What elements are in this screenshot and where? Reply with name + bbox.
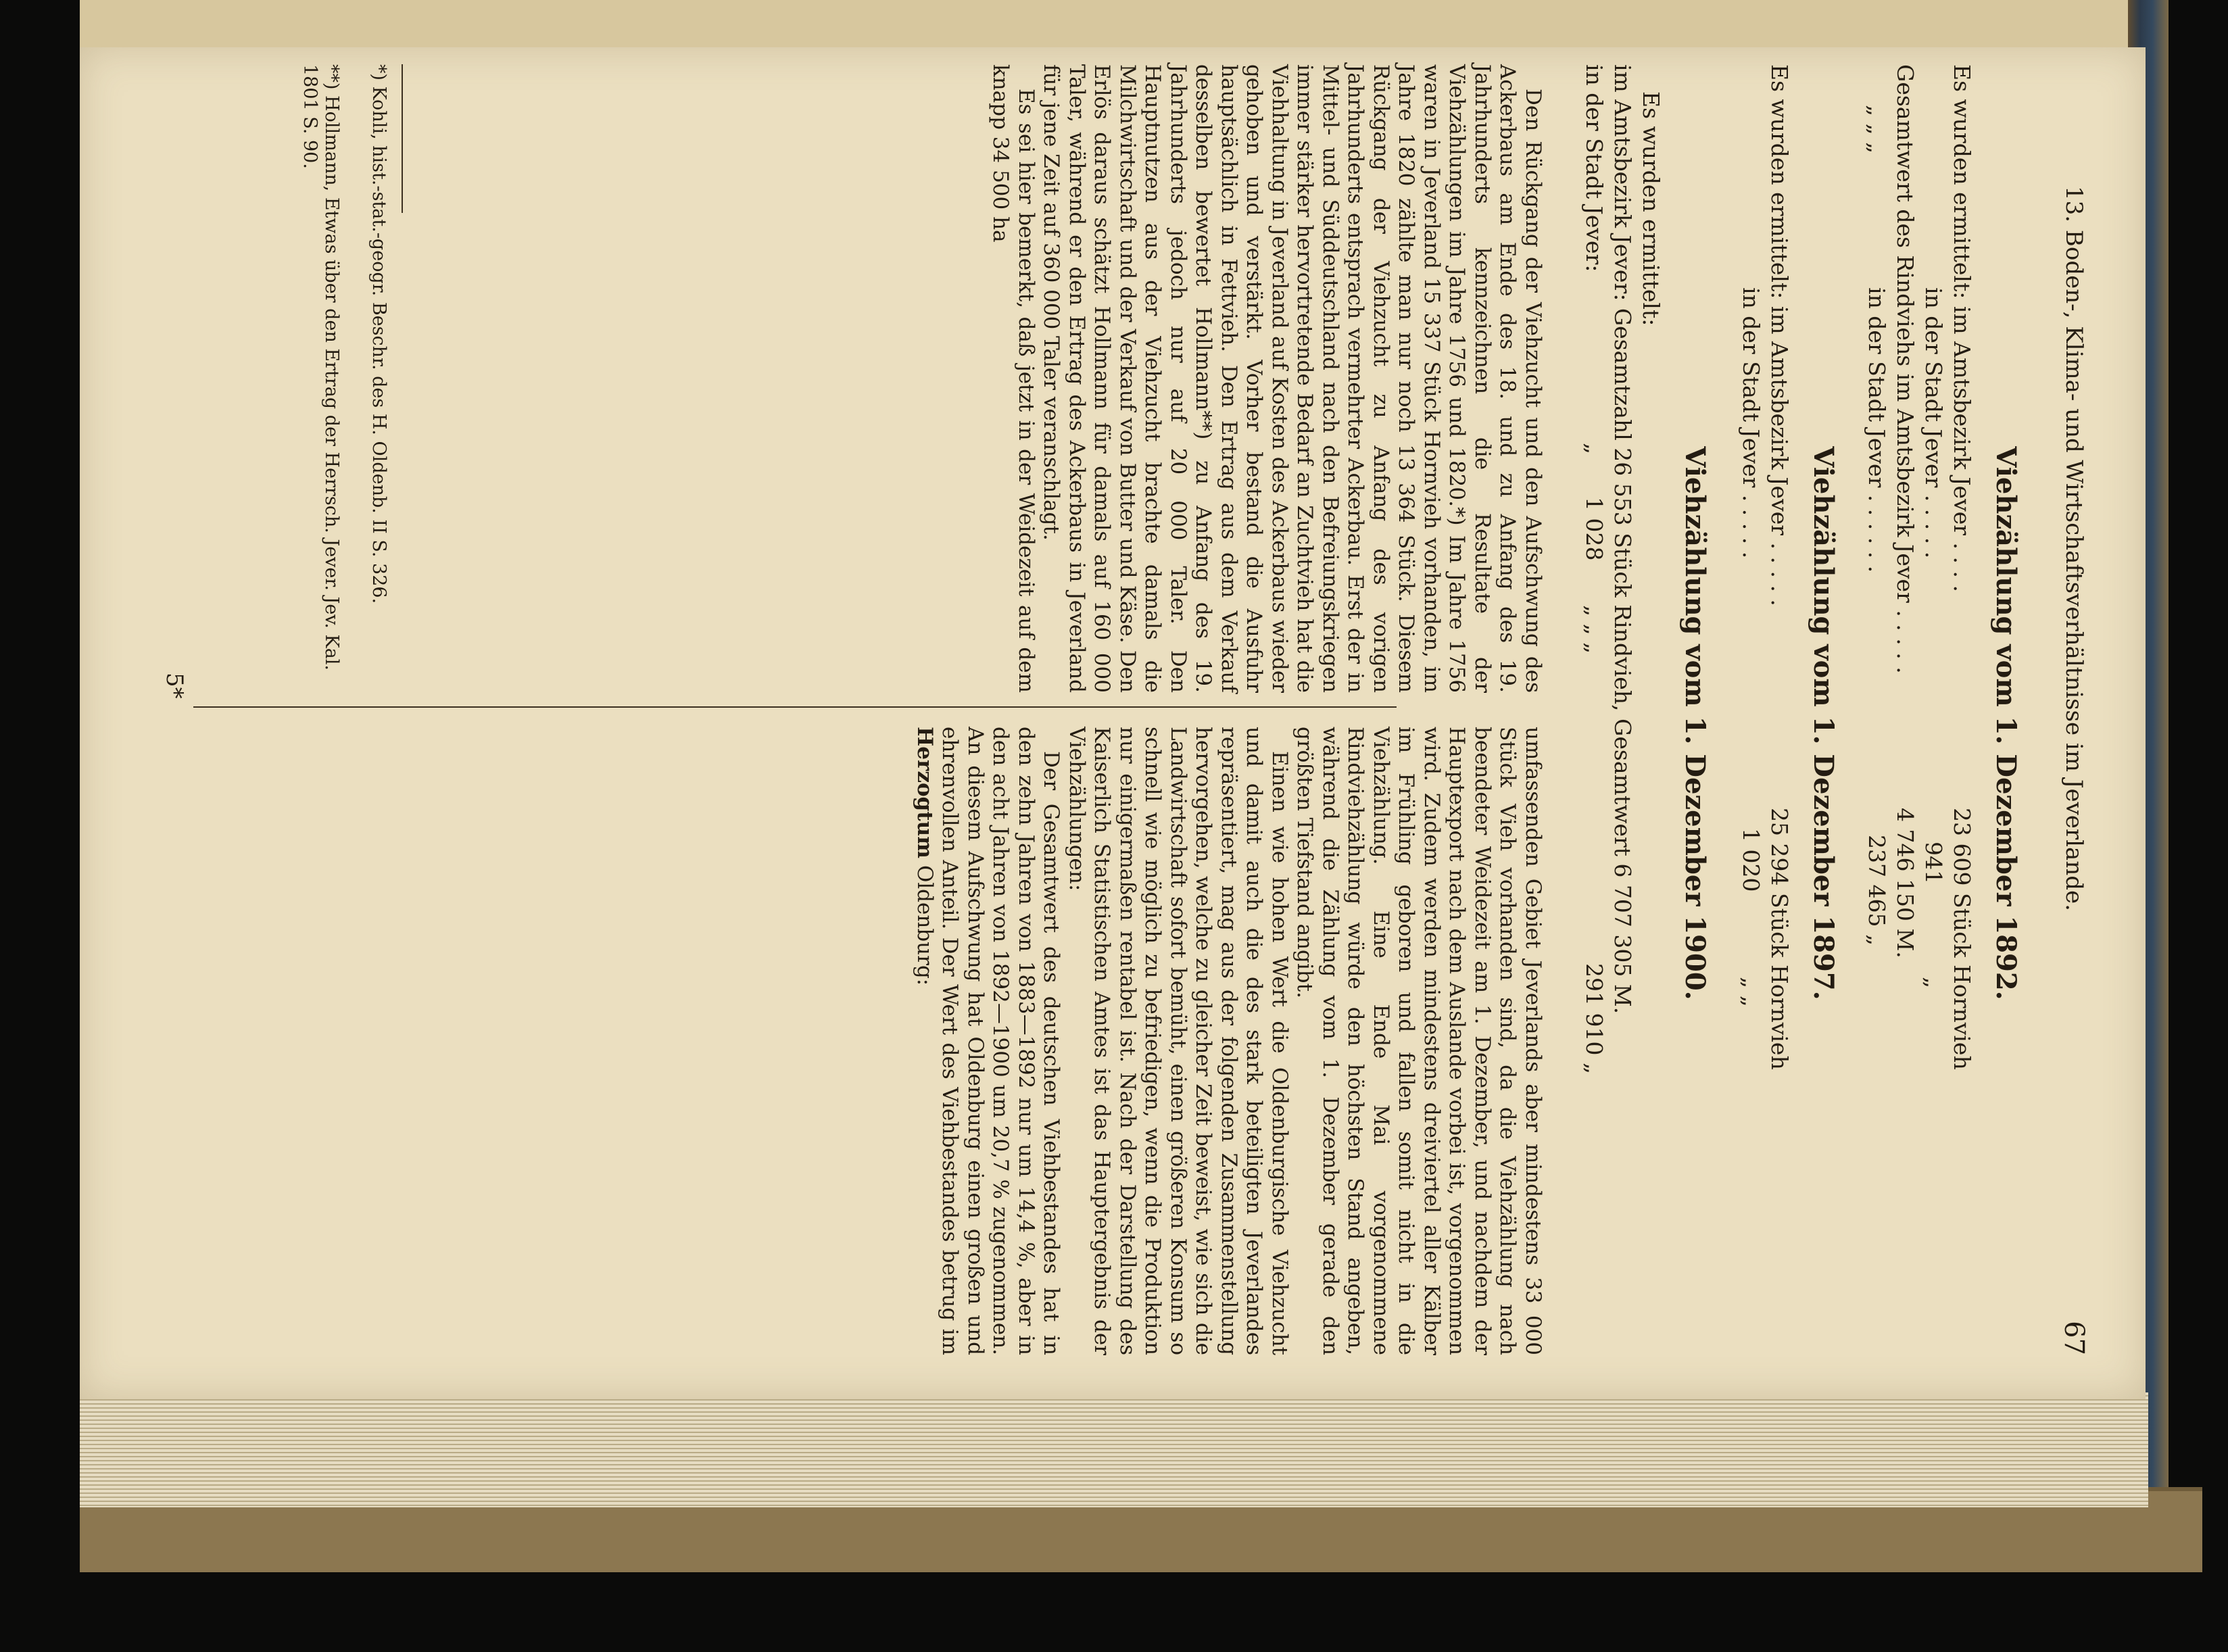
census-1892-title: Viehzählung vom 1. Dezember 1892. — [1990, 446, 2022, 1000]
row-value: 4 746 150 M. — [1892, 808, 1918, 958]
left-paragraph-1: Den Rückgang der Viehzucht und den Aufschwung des Ackerbaus am Ende des 18. und zu Anfang des 19. Jahrhunderts kennzeichnen die Resultate der Viehzählungen im Jahre 1756 und 1820.*) Im Jahre 1756 waren in Jeverland 15 337 Stück Hornvieh vorhanden, im Jahre 1820 zählte man nur noch 13 364 Stück. Diesem Rückgang der Viehzucht zu Anfang des vorigen Jahrhunderts entsprach vermehrter Ackerbau. Erst der in Mittel- und Süddeutschland nach den Befreiungskriegen immer stärker hervortretende Bedarf an Zuchtvieh hat die Viehhaltung in Jeverland auf Kosten des Ackerbaus wieder gehoben und verstärkt. Vorher bestand die Ausfuhr hauptsächlich in Fettvieh. Den Ertrag aus dem Verkauf desselben bewertet Hollmann**) zu Anfang des 19. Jahrhunderts jedoch nur auf 20 000 Taler. Den Hauptnutzen aus der Viehzucht brachte damals die Milchwirtschaft und der Verkauf von Butter und Käse. Den Erlös daraus schätzt Hollmann für damals auf 160 000 Taler, während er den Ertrag des Ackerbaus in Jeverland für jene Zeit auf 360 000 Taler veranschlagt. — [1039, 64, 1545, 693]
census-1892-row4 — [1862, 64, 1889, 1382]
left-column — [988, 64, 1545, 693]
right-column — [912, 727, 1546, 1355]
column-divider — [193, 706, 1397, 708]
row-value: 237 465 „ — [1864, 835, 1890, 946]
right-paragraph-2: Einen wie hohen Wert die Oldenburgische Viehzucht und damit auch die des stark beteiligten Jeverlandes repräsentiert, mag aus der folgenden Zusammenstellung hervorgehen, welche zu gleicher Zeit beweist, wie sich die Landwirtschaft sofort bemüht, einen größeren Konsum so schnell wie möglich zu befriedigen, wenn die Produktion nur einigermaßen rentabel ist. Nach der Darstellung des Kaiserlich Statistischen Amtes ist das Hauptergebnis der Viehzählungen: — [1065, 727, 1292, 1355]
running-head: 13. Boden-, Klima- und Wirtschaftsverhältnisse im Jeverlande. — [2060, 186, 2087, 911]
row-label: Es wurden ermittelt: im Amtsbezirk Jever . . . . — [1949, 64, 1975, 592]
census-1897-row2 — [1737, 64, 1764, 1382]
page-number: 67 — [2058, 1321, 2089, 1355]
p3-end: Oldenburg: — [913, 865, 937, 986]
left-paragraph-2: Es sei hier bemerkt, daß jetzt in der Weidezeit auf dem knapp 34 500 ha — [988, 64, 1038, 693]
row-label: in der Stadt Jever . . . . . . — [1864, 287, 1890, 573]
intro-text: Es wurden ermittelt: — [1638, 91, 1664, 326]
footnote-2: **) Hollmann, Etwas über den Ertrag der Herrsch. Jever. Jev. Kal. 1801 S. 90. — [299, 64, 342, 671]
right-paragraph-3 — [912, 727, 1064, 1355]
census-1900-title: Viehzählung vom 1. Dezember 1900. — [1679, 446, 1711, 1000]
census-1897-row1 — [1765, 64, 1792, 1382]
row-label: Gesamtwert des Rindviehs im Amtsbezirk Jever . . . . . — [1892, 64, 1918, 674]
row-units: „ „ „ — [1581, 605, 1607, 654]
row-value: 941 — [1920, 842, 1947, 884]
census-1892-row2 — [1919, 64, 1946, 1382]
row-label: Es wurden ermittelt: im Amtsbezirk Jever . . . . . — [1766, 64, 1793, 606]
row-label: in der Stadt Jever . . . . . — [1920, 287, 1947, 559]
row-ditto: „ — [1581, 443, 1607, 455]
row-label: in der Stadt Jever . . . . . — [1738, 287, 1764, 559]
row-unit: „ — [1920, 977, 1947, 989]
row-value: 25 294 Stück Hornvieh — [1766, 808, 1793, 1070]
page-block-edge — [80, 1392, 2148, 1507]
row-value: 23 609 Stück Hornvieh — [1949, 808, 1975, 1070]
row-value: 1 028 — [1581, 497, 1607, 561]
census-1897-title: Viehzählung vom 1. Dezember 1897. — [1808, 446, 1839, 1000]
footnote-rule — [402, 64, 403, 213]
row-value: 1 020 — [1738, 828, 1764, 892]
census-1900-row2 — [1580, 64, 1607, 1382]
page-header — [2052, 64, 2089, 1382]
census-1900-row1 — [1608, 64, 1635, 1382]
row-unit: „ „ — [1738, 977, 1764, 1007]
sheet-signature: 5* — [161, 673, 188, 699]
census-1900-intro — [1637, 64, 1664, 1382]
page-content — [119, 64, 2106, 1382]
census-1892-row1 — [1947, 64, 1975, 1382]
p3-emphasis: Herzogtum — [913, 727, 937, 858]
book-page — [80, 47, 2146, 1399]
row-ditto: „ „ „ — [1864, 105, 1890, 154]
row-total: 291 910 „ — [1581, 963, 1607, 1075]
row-label: in der Stadt Jever: — [1581, 64, 1607, 272]
census-1892-row3 — [1891, 64, 1918, 1382]
p3-text: Der Gesamtwert des deutschen Viehbestandes hat in den zehn Jahren von 1883—1892 nur um 14,4 %, aber in den acht Jahren von 1892—1900 um 20,7 % zugenommen. An diesem Aufschwung hat Oldenburg einen großen und ehrenvollen Anteil. Der Wert des Viehbestandes betrug im — [938, 727, 1064, 1355]
footnote-1: *) Kohli, hist.-stat.-geogr. Beschr. des H. Oldenb. II S. 326. — [368, 64, 389, 604]
row-label: im Amtsbezirk Jever: Gesamtzahl 26 553 Stück Rindvieh, Gesamtwert 6 707 305 M. — [1609, 64, 1636, 1015]
right-paragraph-1: umfassenden Gebiet Jeverlands aber mindestens 33 000 Stück Vieh vorhanden sind, da die Viehzählung nach beendeter Weidezeit am 1. Dezember, und nachdem der Hauptexport nach dem Auslande vorbei ist, vorgenommen wird. Zudem werden mindestens dreiviertel aller Kälber im Frühling geboren und fallen somit nicht in die Viehzählung. Eine Ende Mai vorgenommene Rindviehzählung würde den höchsten Stand angeben, während die Zählung vom 1. Dezember gerade den größten Tiefstand angibt. — [1292, 727, 1545, 1355]
